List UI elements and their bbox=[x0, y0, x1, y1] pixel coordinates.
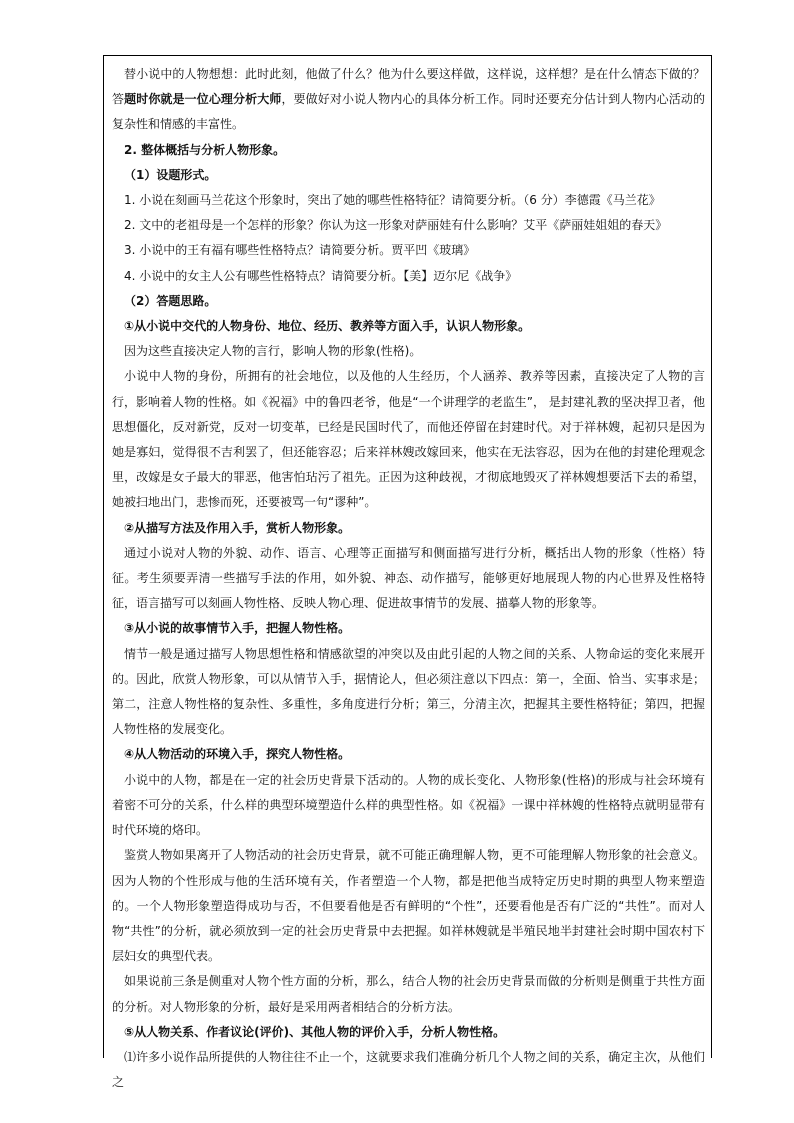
method-1-paragraph-1: 因为这些直接决定人物的言行，影响人物的形象(性格)。 bbox=[124, 344, 422, 359]
intro-paragraph bbox=[112, 62, 705, 138]
subheading-question-forms: （1）设题形式。 bbox=[124, 167, 217, 182]
method-4-paragraph-2: 鉴赏人物如果离开了人物活动的社会历史背景，就不可能正确理解人物，更不可能理解人物形象的社会意义。因为人物的个性形成与他的生活环境有关，作者塑造一个人物，都是把他当成特定历史时期的典型人物来塑造的。一个人物形象塑造得成功与否，不但要看他是否有鲜明的“个性”，还要看他是否有广泛的“共性”。而对人物“共性”的分析，就必须放到一定的社会历史背景中去把握。如祥林嫂就是半殖民地半封建社会时期中国农村下层妇女的典型代表。 bbox=[112, 848, 705, 964]
method-2-title: ②从描写方法及作用入手，赏析人物形象。 bbox=[124, 520, 351, 535]
method-4-paragraph-1: 小说中的人物，都是在一定的社会历史背景下活动的。人物的成长变化、人物形象(性格)的形成与社会环境有着密不可分的关系，什么样的典型环境塑造什么样的典型性格。如《祝福》一课中祥林嫂的性格特点就明显带有时代环境的烙印。 bbox=[112, 772, 705, 838]
subheading-answer-approach: （2）答题思路。 bbox=[124, 293, 217, 308]
content-frame bbox=[103, 55, 712, 1090]
method-2-paragraph-1: 通过小说对人物的外貌、动作、语言、心理等正面描写和侧面描写进行分析，概括出人物的形象（性格）特征。考生须要弄清一些描写手法的作用，如外貌、神态、动作描写，能够更好地展现人物的内心世界及性格特征，语言描写可以刻画人物性格、反映人物心理、促进故事情节的发展、描摹人物的形象等。 bbox=[112, 545, 705, 611]
method-5-title: ⑤从人物关系、作者议论(评价)、其他人物的评价入手，分析人物性格。 bbox=[124, 1024, 506, 1039]
intro-text-2: ，要做好对小说人物内心的具体分析工作。同时还要充分估计到人物内心活动的复杂性和情感的丰富性。 bbox=[112, 92, 705, 132]
method-3-title: ③从小说的故事情节入手，把握人物性格。 bbox=[124, 621, 351, 636]
method-4-title: ④从人物活动的环境入手，探究人物性格。 bbox=[124, 747, 351, 762]
intro-text-1: 替小说中的人物想想：此时此刻，他做了什么？他为什么要这样做，这样说，这样想？是在什么情态下做的？答 bbox=[112, 67, 705, 107]
method-4-paragraph-3: 如果说前三条是侧重对人物个性方面的分析，那么，结合人物的社会历史背景而做的分析则是侧重于共性方面的分析。对人物形象的分析，最好是采用两者相结合的分析方法。 bbox=[112, 974, 705, 1014]
document-body bbox=[112, 62, 705, 1095]
method-1-paragraph-2: 小说中人物的身份，所拥有的社会地位，以及他的人生经历，个人涵养、教养等因素，直接决定了人物的言行，影响着人物的性格。如《祝福》中的鲁四老爷，他是“一个讲理学的老监生”， 是封建礼教的坚决捍卫者，他思想僵化，反对新党，反对一切变革，已经是民国时代了，而他还停留在封建时代。对于祥林嫂，起初只是因为她是寡妇，觉得很不吉利罢了，但还能容忍；后来祥林嫂改嫁回来，他实在无法容忍，因为在他的封建伦理观念里，改嫁是女子最大的罪恶，他害怕玷污了祖先。正因为这种歧视，才彻底地毁灭了祥林嫂想要活下去的希望，她被扫地出门，悲惨而死，还要被骂一句“谬种”。 bbox=[112, 369, 705, 510]
method-5-paragraph-1: ⑴许多小说作品所提供的人物往往不止一个，这就要求我们准确分析几个人物之间的关系，确定主次，从他们之 bbox=[112, 1049, 705, 1090]
question-1: 1. 小说在刻画马兰花这个形象时，突出了她的哪些性格特征？请简要分析。（6 分）李德霞《马兰花》 bbox=[124, 193, 661, 208]
method-1-title: ①从小说中交代的人物身份、地位、经历、教养等方面入手，认识人物形象。 bbox=[124, 319, 531, 334]
intro-emphasis: 题时你就是一位心理分析大师 bbox=[124, 92, 282, 107]
question-3: 3. 小说中的王有福有哪些性格特点？请简要分析。贾平凹《玻璃》 bbox=[124, 243, 476, 258]
section-heading: 2. 整体概括与分析人物形象。 bbox=[124, 142, 286, 157]
question-4: 4. 小说中的女主人公有哪些性格特点？请简要分析。【美】迈尔尼《战争》 bbox=[124, 268, 518, 283]
method-3-paragraph-1: 情节一般是通过描写人物思想性格和情感欲望的冲突以及由此引起的人物之间的关系、人物命运的变化来展开的。因此，欣赏人物形象，可以从情节入手，据情论人，但必须注意以下四点：第一，全面、恰当、实事求是；第二，注意人物性格的复杂性、多重性，多角度进行分析；第三，分清主次，把握其主要性格特征；第四，把握人物性格的发展变化。 bbox=[112, 646, 705, 737]
question-2: 2. 文中的老祖母是一个怎样的形象？你认为这一形象对萨丽娃有什么影响？艾平《萨丽娃姐姐的春天》 bbox=[124, 218, 668, 233]
